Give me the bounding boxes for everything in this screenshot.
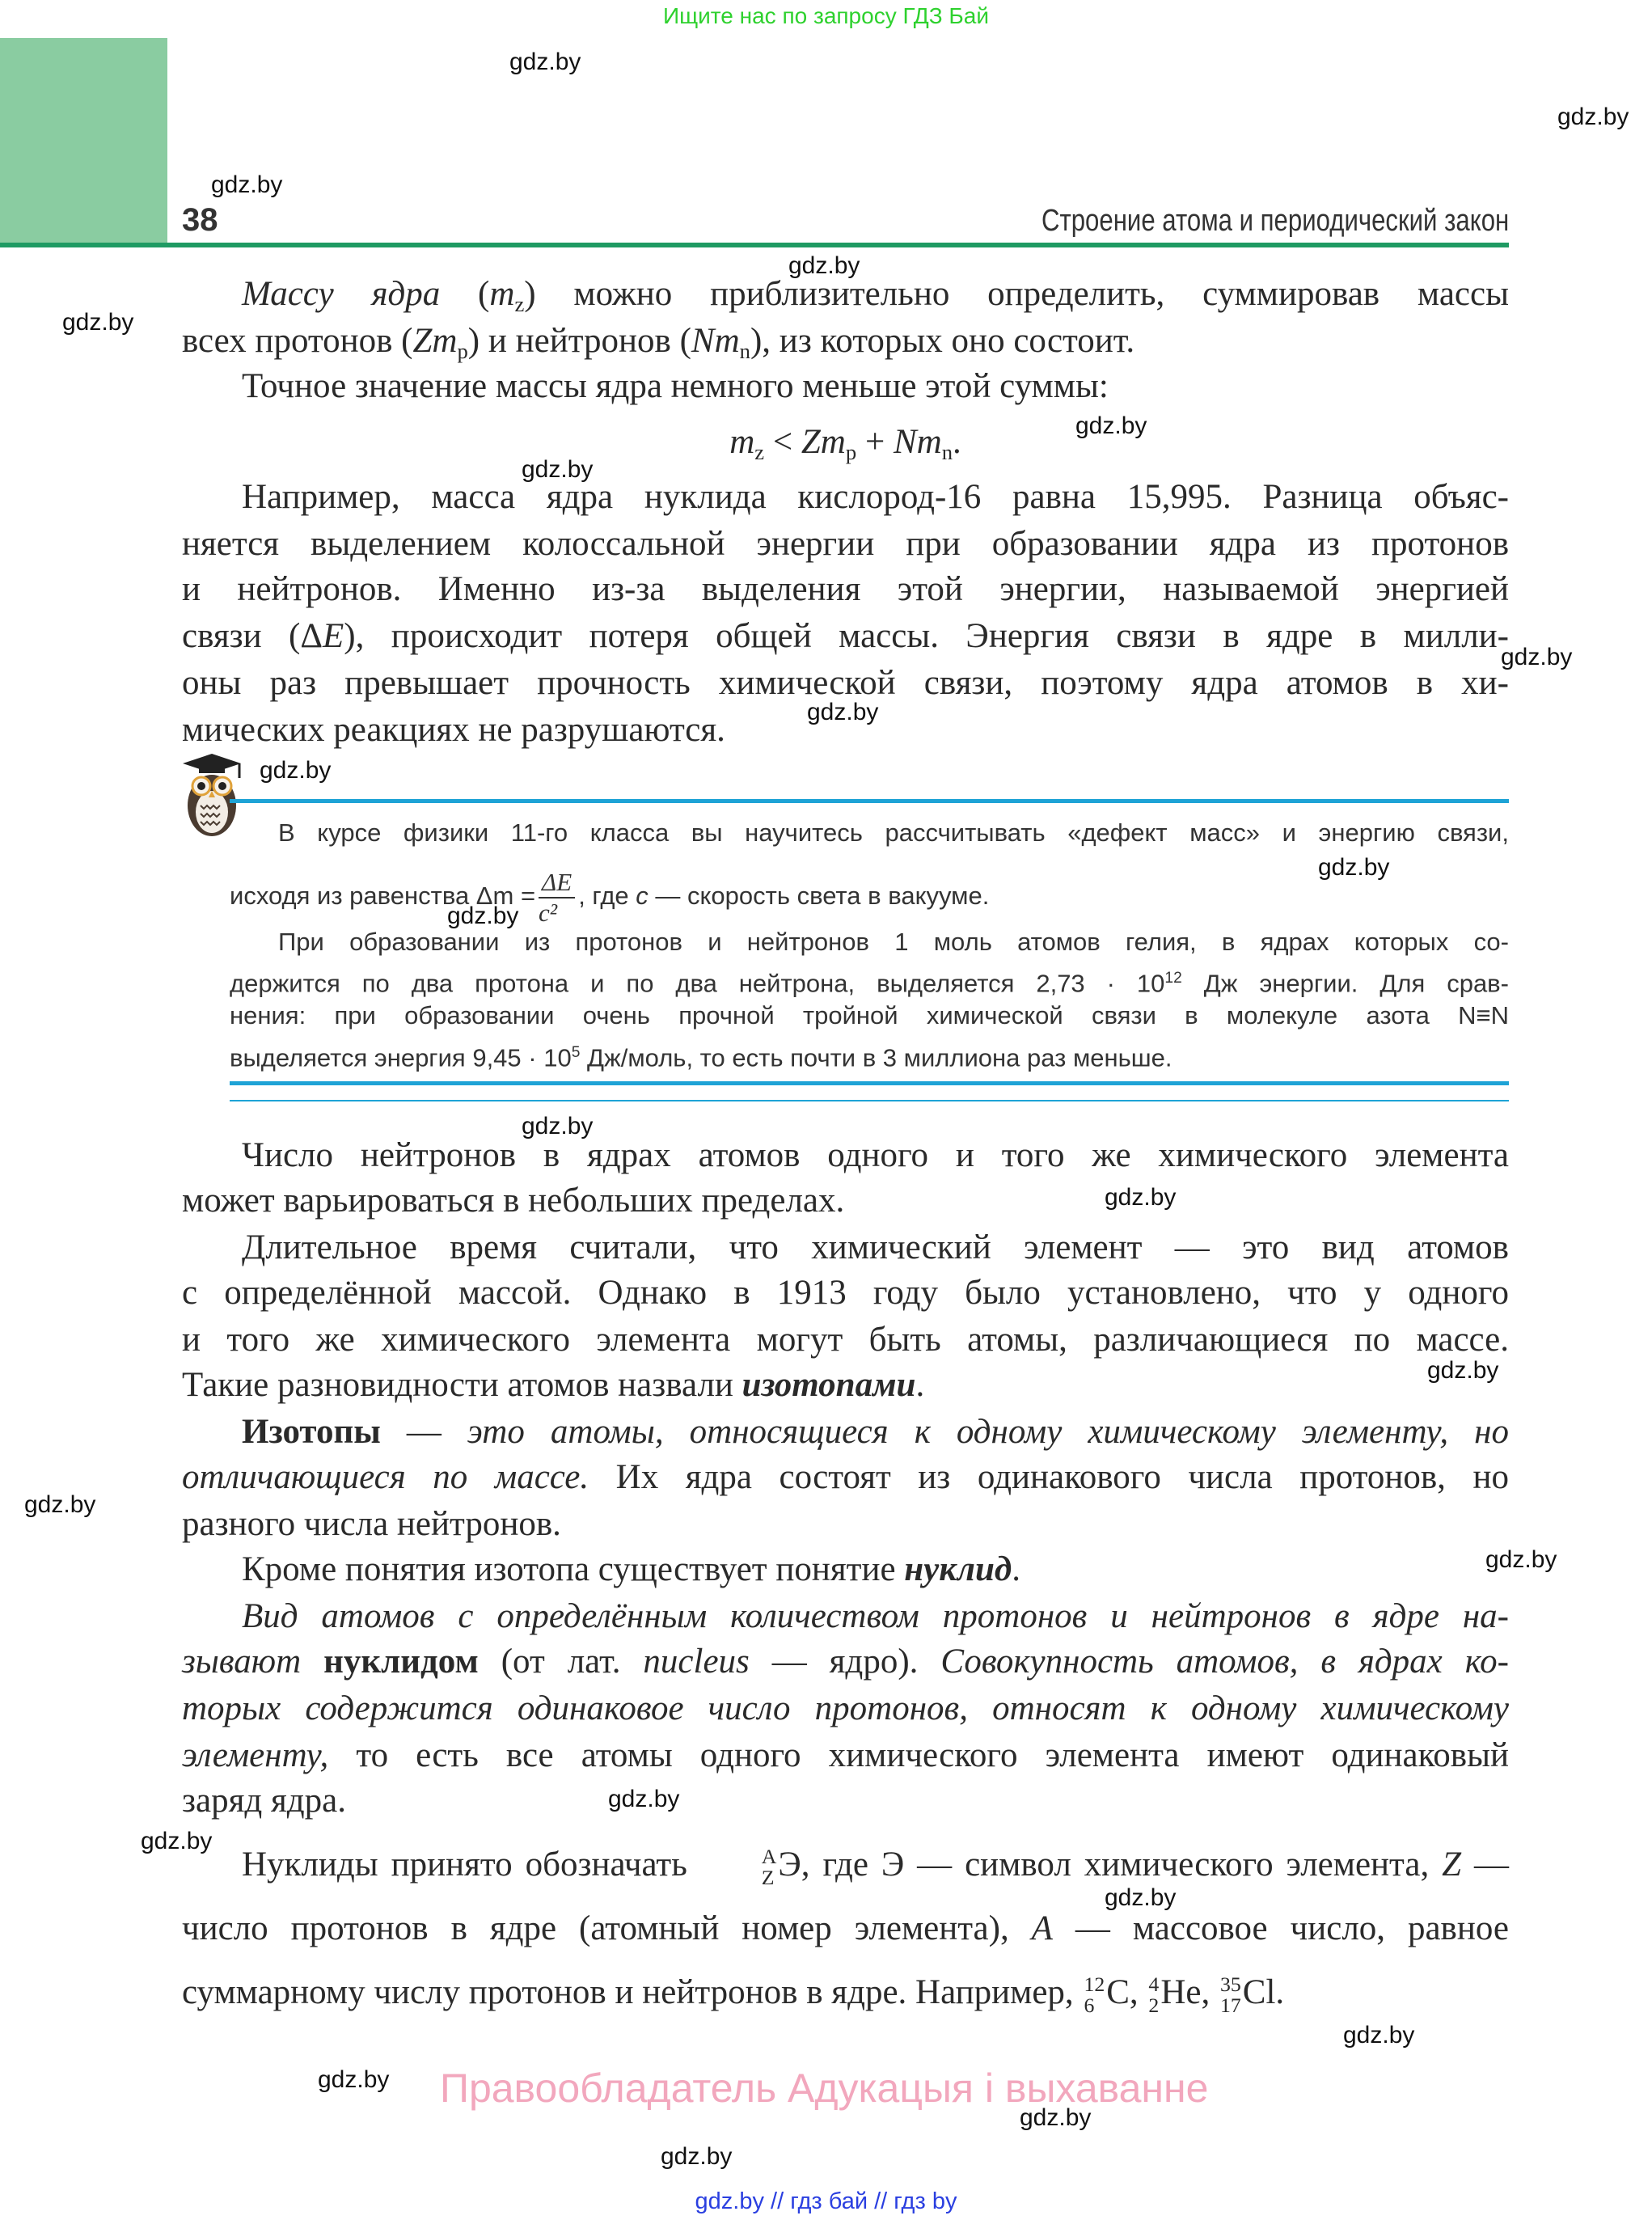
text-segment: отличающиеся по массе.: [182, 1457, 589, 1496]
gdz-watermark: gdz.by: [1020, 2104, 1092, 2131]
gdz-watermark: gdz.by: [1485, 1546, 1557, 1573]
gdz-watermark: gdz.by: [318, 2066, 390, 2093]
gdz-watermark: gdz.by: [1427, 1357, 1499, 1384]
text-segment: заряд ядра.: [182, 1781, 346, 1820]
box-top-rule: [230, 799, 1509, 803]
text-segment: Совокупность атомов, в ядрах ко-: [940, 1642, 1509, 1681]
text-segment: суммарному числу протонов и нейтронов в ядре. Например,: [182, 1972, 1083, 2011]
text-segment: Дж/моль, то есть почти в 3 миллиона раз меньше.: [580, 1043, 1172, 1072]
text-line: [182, 1905, 1509, 1951]
text-segment: всех протонов (: [182, 321, 413, 360]
numerator: ΔE: [539, 868, 575, 898]
gdz-watermark: gdz.by: [24, 1491, 96, 1518]
text-segment: ) можно приблизительно определить, суммировав массы: [524, 274, 1509, 313]
text-segment: нуклидом: [323, 1642, 479, 1681]
text-segment: то есть все атомы одного химического элемента имеют одинаковый: [328, 1736, 1509, 1774]
text-segment: это атомы, относящиеся к одному химическому элементу, но: [467, 1412, 1510, 1451]
text-segment: Число нейтронов в ядрах атомов одного и того же химического элемента: [242, 1135, 1509, 1174]
text-segment: Кроме понятия изотопа существует понятие: [242, 1550, 905, 1588]
mass-inequality-formula: [182, 419, 1509, 465]
text-segment: ) и нейтронов (: [467, 321, 691, 360]
text-segment: C,: [1106, 1972, 1147, 2011]
text-line: [182, 363, 1509, 409]
text-line: [182, 1224, 1509, 1271]
text-line: [182, 1132, 1509, 1178]
text-segment: A: [1031, 1909, 1053, 1947]
text-segment: связи (Δ: [182, 616, 323, 655]
text-line: [182, 318, 1509, 364]
gdz-watermark: gdz.by: [447, 903, 519, 929]
text-segment: может варьироваться в небольших пределах.: [182, 1181, 845, 1220]
text-segment: Такие разновидности атомов назвали: [182, 1365, 742, 1404]
gdz-watermark: gdz.by: [807, 699, 879, 725]
mass-number: A: [761, 1844, 777, 1868]
gdz-watermark: gdz.by: [1105, 1884, 1177, 1911]
text-segment: n: [941, 439, 953, 464]
gdz-watermark: gdz.by: [141, 1828, 213, 1854]
text-segment: Δm =: [475, 881, 536, 910]
gdz-watermark: gdz.by: [1318, 854, 1390, 881]
gdz-watermark: gdz.by: [608, 1786, 680, 1812]
footer-links[interactable]: gdz.by // гдз бай // гдз by: [695, 2188, 957, 2214]
text-segment: нения: при образовании очень прочной тройной химической связи в молекуле азота N≡N: [230, 1001, 1509, 1030]
text-segment: Точное значение массы ядра немного меньше этой суммы:: [242, 366, 1109, 405]
gdz-watermark: gdz.by: [1501, 644, 1573, 670]
gdz-watermark: gdz.by: [509, 49, 581, 75]
text-segment: Массу ядра: [242, 274, 441, 313]
text-segment: m: [489, 274, 515, 313]
box-bottom-rule: [230, 1081, 1509, 1085]
gdz-watermark: gdz.by: [661, 2143, 733, 2170]
page-corner-tab: [0, 38, 167, 244]
text-segment: z: [754, 439, 765, 464]
text-segment: Э, где Э — символ химического элемента,: [778, 1845, 1443, 1884]
text-segment: , где: [578, 881, 636, 910]
box-bottom-thin-rule: [230, 1100, 1509, 1101]
text-segment: n: [739, 338, 750, 363]
text-segment: разного числа нейтронов.: [182, 1504, 561, 1543]
text-line: [230, 1034, 1509, 1072]
text-segment: мических реакциях не разрушаются.: [182, 710, 725, 749]
text-segment: Z: [1442, 1845, 1462, 1884]
text-segment: c: [636, 881, 649, 910]
nuclide-index: [1084, 1974, 1105, 2016]
page-number: 38: [182, 202, 218, 238]
text-segment: Дж энергии. Для срав-: [1181, 969, 1509, 998]
atomic-number: Z: [761, 1865, 775, 1889]
search-banner[interactable]: Ищите нас по запросу ГДЗ Бай: [662, 3, 990, 28]
text-segment: держится по два протона и по два нейтрона, выделяется 2,73 · 10: [230, 969, 1165, 998]
text-segment: —: [380, 1412, 467, 1451]
nuclide-index: [702, 1846, 777, 1888]
text-line: [230, 960, 1509, 997]
text-line: [182, 1501, 1509, 1547]
text-segment: z: [514, 291, 525, 316]
text-segment: He,: [1160, 1972, 1219, 2011]
text-line: [182, 521, 1509, 567]
text-segment: — ядро).: [749, 1642, 941, 1681]
gdz-watermark: gdz.by: [1343, 2022, 1415, 2049]
text-segment: и того же химического элемента могут быть атомы, различающиеся по массе.: [182, 1320, 1509, 1359]
gdz-watermark: gdz.by: [1105, 1184, 1177, 1211]
atomic-number: 17: [1219, 1993, 1241, 2017]
text-segment: исходя из равенства: [230, 881, 476, 910]
text-segment: оны раз превышает прочность химической связи, поэтому ядра атомов в хи-: [182, 663, 1509, 702]
text-line: [182, 1638, 1509, 1685]
text-segment: Изотопы: [242, 1412, 381, 1451]
text-line: [182, 1317, 1509, 1363]
text-segment: p: [845, 439, 857, 464]
text-segment: торых содержится одинаковое число протонов, относят к одному химическому: [182, 1689, 1509, 1727]
text-segment: зывают: [182, 1642, 324, 1681]
text-line: [182, 1969, 1509, 2015]
text-segment: Вид атомов с определённым количеством протонов и нейтронов в ядре на-: [242, 1596, 1509, 1635]
gdz-watermark: gdz.by: [260, 757, 332, 784]
denominator: c²: [539, 898, 558, 927]
text-segment: выделяется энергия 9,45 · 10: [230, 1043, 572, 1072]
text-segment: и нейтронов. Именно из-за выделения этой энергии, называемой энергией: [182, 569, 1509, 608]
rights-holder-watermark: Правообладатель Адукацыя і выхаванне: [440, 2065, 1209, 2111]
text-line: [182, 1409, 1509, 1455]
text-line: [182, 1841, 1509, 1888]
text-segment: с определённой массой. Однако в 1913 году было установлено, что у одного: [182, 1273, 1509, 1312]
text-line: [230, 814, 1509, 852]
text-line: [230, 924, 1509, 961]
text-segment: .: [915, 1365, 925, 1404]
text-segment: Nm: [691, 321, 740, 360]
text-segment: няется выделением колоссальной энергии при образовании ядра из протонов: [182, 524, 1509, 563]
atomic-number: 6: [1084, 1993, 1095, 2017]
text-segment: nucleus: [643, 1642, 750, 1681]
text-segment: 5: [571, 1044, 581, 1061]
text-segment: —: [1461, 1845, 1510, 1884]
text-segment: Их ядра состоят из одинакового числа протонов, но: [589, 1457, 1509, 1496]
text-segment: E: [323, 616, 344, 655]
text-line: [230, 997, 1509, 1034]
text-segment: .: [953, 422, 961, 461]
mass-number: 12: [1084, 1972, 1105, 1996]
nuclide-index: [1220, 1974, 1241, 2016]
text-segment: нуклид: [904, 1550, 1012, 1588]
nuclide-index: [1148, 1974, 1159, 2016]
gdz-watermark: gdz.by: [1075, 412, 1147, 439]
text-segment: ), из которых оно состоит.: [750, 321, 1135, 360]
text-segment: ), происходит потеря общей массы. Энергия связи в ядре в милли-: [344, 616, 1509, 655]
mass-number: 4: [1148, 1972, 1160, 1996]
text-segment: +: [856, 422, 894, 461]
text-segment: число протонов в ядре (атомный номер элемента),: [182, 1909, 1032, 1947]
text-segment: .: [1012, 1550, 1020, 1588]
text-line: [182, 1685, 1509, 1731]
mass-number: 35: [1219, 1972, 1241, 1996]
text-segment: (от лат.: [478, 1642, 644, 1681]
text-segment: Zm: [801, 422, 846, 461]
text-segment: — массовое число, равное: [1052, 1909, 1509, 1947]
text-segment: Zm: [412, 321, 458, 360]
text-segment: Длительное время считали, что химический элемент — это вид атомов: [242, 1228, 1509, 1266]
text-segment: p: [457, 338, 468, 363]
gdz-watermark: gdz.by: [522, 456, 594, 483]
text-line: [182, 1546, 1509, 1592]
text-line: [182, 1454, 1509, 1500]
text-line: [182, 1778, 1509, 1824]
text-segment: При образовании из протонов и нейтронов 1 моль атомов гелия, в ядрах которых со-: [278, 928, 1509, 956]
text-segment: <: [764, 422, 801, 461]
gdz-watermark: gdz.by: [522, 1113, 594, 1139]
text-segment: Например, масса ядра нуклида кислород-16 равна 15,995. Разница объяс-: [242, 477, 1509, 516]
text-line: [182, 1732, 1509, 1778]
text-segment: m: [729, 422, 755, 461]
text-line: [182, 613, 1509, 659]
text-line: [182, 1270, 1509, 1316]
text-line: [182, 1593, 1509, 1639]
text-segment: 12: [1164, 970, 1182, 987]
text-line: [182, 1362, 1509, 1408]
text-segment: В курсе физики 11-го класса вы научитесь рассчитывать «дефект масс» и энергию связи,: [278, 818, 1509, 847]
text-segment: Cl.: [1242, 1972, 1285, 2011]
text-line: [182, 1178, 1509, 1224]
gdz-watermark: gdz.by: [788, 252, 860, 279]
text-segment: Нуклиды принято обозначать: [242, 1845, 700, 1884]
text-segment: — скорость света в вакууме.: [648, 881, 990, 910]
fraction: [539, 868, 575, 927]
chapter-title: Строение атома и периодический закон: [1041, 204, 1509, 238]
atomic-number: 2: [1148, 1993, 1160, 2017]
gdz-watermark: gdz.by: [211, 171, 283, 198]
text-segment: Nm: [893, 422, 942, 461]
text-line: [182, 566, 1509, 612]
gdz-watermark: gdz.by: [1557, 104, 1629, 130]
text-line: [182, 474, 1509, 520]
text-segment: (: [440, 274, 490, 313]
gdz-watermark: gdz.by: [62, 309, 134, 336]
text-segment: изотопами: [741, 1365, 916, 1404]
text-segment: элементу,: [182, 1736, 329, 1774]
header-divider: [0, 243, 1509, 247]
